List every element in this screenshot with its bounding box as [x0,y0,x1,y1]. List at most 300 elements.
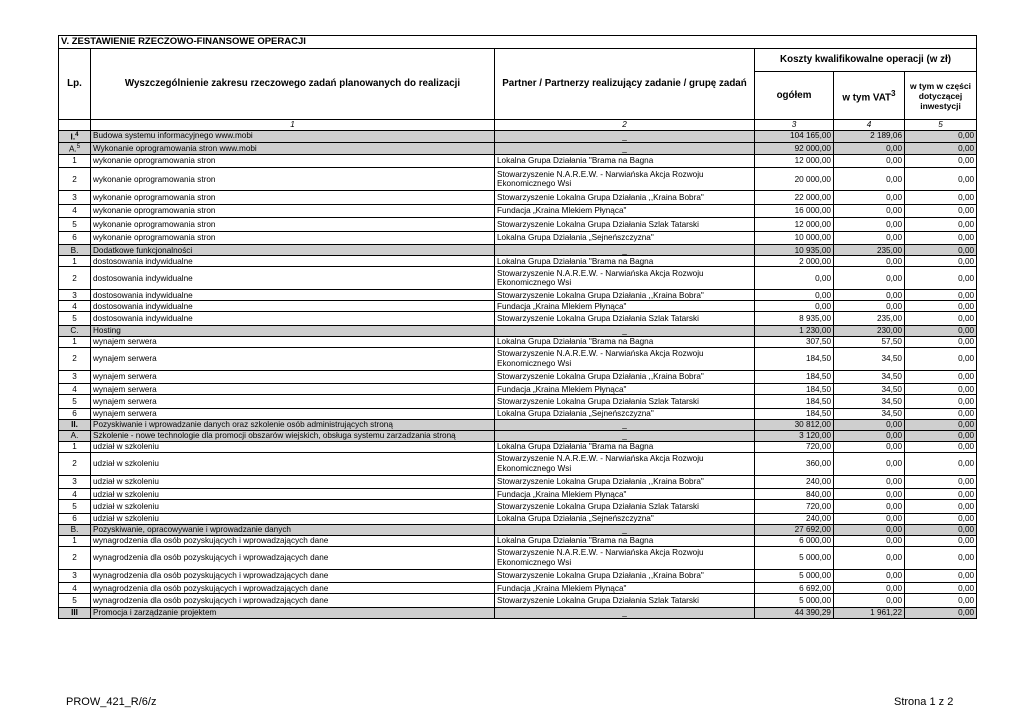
cell-description: udział w szkoleniu [91,441,495,452]
cell-vat: 0,00 [834,441,905,452]
cell-partner: _ [495,607,755,618]
cell-description: Pozyskiwanie i wprowadzanie danych oraz szkolenie osób administrujących stroną [91,419,495,430]
form-code: PROW_421_R/6/z [66,696,157,708]
col-number-5: 4 [834,120,905,131]
header-lp: Lp. [59,49,91,120]
group-row [59,130,977,142]
cell-lp-text: 1 [72,442,77,452]
cell-lp [59,336,91,347]
cell-total: 16 000,00 [755,204,834,218]
group-row [59,524,977,535]
cell-investment: 0,00 [905,583,977,594]
cell-total: 3 120,00 [755,430,834,441]
cell-lp [59,594,91,608]
cell-vat: 34,50 [834,370,905,384]
cell-partner: Stowarzyszenie Lokalna Grupa Działania ,,Kraina Bobra" [495,370,755,384]
cell-lp-text: 3 [72,290,77,300]
cell-lp [59,524,91,535]
group-row [59,430,977,441]
cell-vat: 2 189,06 [834,130,905,142]
cell-partner: Fundacja „Kraina Mlekiem Płynąca" [495,384,755,395]
cell-vat: 0,00 [834,168,905,191]
cell-description: wynajem serwera [91,395,495,409]
cell-lp [59,191,91,205]
financial-table [58,35,977,619]
table-row [59,191,977,205]
cell-partner: Fundacja „Kraina Mlekiem Płynąca" [495,301,755,312]
cell-lp-text: 5 [72,313,77,323]
cell-description: dostosowania indywidualne [91,256,495,267]
cell-total: 184,50 [755,370,834,384]
table-row [59,395,977,409]
cell-description: dostosowania indywidualne [91,312,495,326]
cell-total: 10 000,00 [755,231,834,245]
cell-description: wykonanie oprogramowania stron [91,218,495,232]
table-row [59,384,977,395]
table-row [59,513,977,524]
cell-lp [59,347,91,370]
cell-lp-text: I. [70,132,76,142]
cell-lp [59,231,91,245]
cell-lp-text: 2 [72,174,77,184]
cell-description: Pozyskiwanie, opracowywanie i wprowadzanie danych [91,524,495,535]
cell-lp-text: 4 [72,489,77,499]
group-row [59,325,977,336]
cell-partner: Stowarzyszenie Lokalna Grupa Działania ,,Kraina Bobra" [495,290,755,301]
cell-vat: 0,00 [834,569,905,583]
cell-investment: 0,00 [905,500,977,514]
col-number-4: 3 [755,120,834,131]
cell-lp [59,142,91,154]
cell-lp-text: 2 [72,354,77,364]
cell-investment: 0,00 [905,594,977,608]
cell-lp [59,513,91,524]
group-row [59,419,977,430]
cell-lp [59,441,91,452]
cell-description: wynagrodzenia dla osób pozyskujących i wprowadzających dane [91,583,495,594]
cell-investment: 0,00 [905,430,977,441]
table-row [59,301,977,312]
cell-lp-text: A. [68,144,77,154]
cell-vat: 0,00 [834,218,905,232]
cell-description: udział w szkoleniu [91,475,495,489]
cell-investment: 0,00 [905,267,977,290]
cell-investment: 0,00 [905,535,977,546]
cell-total: 720,00 [755,441,834,452]
cell-description: wynajem serwera [91,408,495,419]
table-row [59,218,977,232]
header-costs: Koszty kwalifikowalne operacji (w zł) [755,49,977,72]
cell-partner: Lokalna Grupa Działania „Sejneńszczyzna" [495,513,755,524]
cell-total: 30 812,00 [755,419,834,430]
table-row [59,267,977,290]
cell-vat: 34,50 [834,384,905,395]
cell-investment: 0,00 [905,408,977,419]
cell-lp-text: 1 [72,337,77,347]
header-partner: Partner / Partnerzy realizujący zadanie / grupę zadań [495,49,755,120]
cell-lp-text: 6 [72,233,77,243]
cell-investment: 0,00 [905,441,977,452]
cell-investment: 0,00 [905,489,977,500]
cell-investment: 0,00 [905,524,977,535]
cell-total: 0,00 [755,267,834,290]
cell-total: 2 000,00 [755,256,834,267]
cell-lp-text: 1 [72,256,77,266]
cell-lp [59,301,91,312]
cell-total: 0,00 [755,290,834,301]
table-row [59,256,977,267]
cell-partner: Fundacja „Kraina Mlekiem Płynąca" [495,489,755,500]
cell-vat: 0,00 [834,430,905,441]
cell-lp [59,395,91,409]
cell-total: 307,50 [755,336,834,347]
cell-total: 360,00 [755,452,834,475]
cell-lp-text: 1 [72,536,77,546]
table-row [59,535,977,546]
cell-partner: Stowarzyszenie Lokalna Grupa Działania Szlak Tatarski [495,312,755,326]
cell-lp-text: 2 [72,553,77,563]
cell-description: dostosowania indywidualne [91,301,495,312]
table-row [59,583,977,594]
cell-description: wykonanie oprogramowania stron [91,204,495,218]
col-number-2: 1 [91,120,495,131]
cell-investment: 0,00 [905,204,977,218]
cell-description: wynajem serwera [91,370,495,384]
cell-total: 720,00 [755,500,834,514]
cell-investment: 0,00 [905,154,977,168]
page-number: Strona 1 z 2 [894,696,954,708]
cell-partner: _ [495,142,755,154]
cell-vat: 0,00 [834,231,905,245]
cell-investment: 0,00 [905,191,977,205]
cell-partner: Stowarzyszenie N.A.R.E.W. - Narwiańska Akcja Rozwoju Ekonomicznego Wsi [495,452,755,475]
cell-investment: 0,00 [905,452,977,475]
cell-description: wykonanie oprogramowania stron [91,168,495,191]
cell-vat: 0,00 [834,154,905,168]
table-row [59,475,977,489]
cell-lp-text: 4 [72,583,77,593]
cell-partner: _ [495,245,755,256]
cell-vat: 0,00 [834,290,905,301]
cell-total: 8 935,00 [755,312,834,326]
cell-total: 5 000,00 [755,569,834,583]
cell-investment: 0,00 [905,336,977,347]
cell-description: Hosting [91,325,495,336]
cell-total: 5 000,00 [755,594,834,608]
cell-lp [59,607,91,618]
cell-total: 92 000,00 [755,142,834,154]
cell-total: 5 000,00 [755,546,834,569]
cell-vat: 0,00 [834,452,905,475]
cell-description: udział w szkoleniu [91,500,495,514]
col-number-1 [59,120,91,131]
table-row [59,154,977,168]
section-title: V. ZESTAWIENIE RZECZOWO-FINANSOWE OPERACJI [59,36,977,49]
cell-partner: _ [495,419,755,430]
cell-description: udział w szkoleniu [91,489,495,500]
cell-lp-text: 5 [72,595,77,605]
table-row [59,408,977,419]
cell-description: Szkolenie - nowe technologie dla promocji obszarów wiejskich, obsługa systemu zarzadzania stroną [91,430,495,441]
cell-vat: 0,00 [834,535,905,546]
cell-lp-text: 6 [72,409,77,419]
table-row [59,204,977,218]
cell-description: wynagrodzenia dla osób pozyskujących i wprowadzających dane [91,569,495,583]
cell-lp [59,370,91,384]
cell-lp [59,168,91,191]
cell-vat: 0,00 [834,489,905,500]
cell-investment: 0,00 [905,569,977,583]
cell-investment: 0,00 [905,395,977,409]
cell-lp-superscript: 4 [75,131,79,138]
cell-partner: Lokalna Grupa Działania "Brama na Bagna [495,154,755,168]
cell-lp [59,130,91,142]
cell-investment: 0,00 [905,245,977,256]
cell-vat: 230,00 [834,325,905,336]
table-row [59,500,977,514]
header-vat-superscript: 3 [891,88,896,98]
cell-lp-text: 4 [72,301,77,311]
table-row [59,336,977,347]
cell-partner: Stowarzyszenie Lokalna Grupa Działania ,,Kraina Bobra" [495,191,755,205]
table-row [59,569,977,583]
cell-total: 1 230,00 [755,325,834,336]
col-number-3: 2 [495,120,755,131]
cell-vat: 0,00 [834,301,905,312]
cell-investment: 0,00 [905,347,977,370]
header-total: ogółem [755,72,834,120]
group-row [59,607,977,618]
group-row [59,142,977,154]
cell-lp [59,267,91,290]
cell-investment: 0,00 [905,290,977,301]
cell-description: wynagrodzenia dla osób pozyskujących i wprowadzających dane [91,535,495,546]
cell-vat: 0,00 [834,500,905,514]
cell-lp [59,583,91,594]
cell-vat: 0,00 [834,204,905,218]
cell-description: udział w szkoleniu [91,452,495,475]
cell-description: udział w szkoleniu [91,513,495,524]
cell-lp [59,325,91,336]
cell-investment: 0,00 [905,218,977,232]
cell-partner: _ [495,130,755,142]
cell-description: wykonanie oprogramowania stron [91,231,495,245]
cell-lp-text: 1 [72,156,77,166]
cell-description: wynagrodzenia dla osób pozyskujących i wprowadzających dane [91,546,495,569]
cell-vat: 0,00 [834,142,905,154]
cell-description: wykonanie oprogramowania stron [91,191,495,205]
cell-vat: 0,00 [834,191,905,205]
cell-investment: 0,00 [905,513,977,524]
cell-lp-text: A. [70,431,79,441]
cell-vat: 235,00 [834,245,905,256]
cell-partner: _ [495,325,755,336]
table-row [59,312,977,326]
cell-lp [59,290,91,301]
cell-lp-text: 4 [72,206,77,216]
cell-lp-superscript: 5 [76,143,81,150]
cell-lp [59,430,91,441]
group-row [59,245,977,256]
cell-total: 6 692,00 [755,583,834,594]
table-row [59,546,977,569]
cell-lp-text: III [71,608,78,618]
cell-total: 27 692,00 [755,524,834,535]
cell-partner: Fundacja „Kraina Mlekiem Płynąca" [495,204,755,218]
cell-investment: 0,00 [905,325,977,336]
cell-partner: Stowarzyszenie Lokalna Grupa Działania Szlak Tatarski [495,500,755,514]
table-row [59,441,977,452]
cell-description: wynajem serwera [91,347,495,370]
table-row [59,290,977,301]
cell-lp [59,154,91,168]
cell-total: 22 000,00 [755,191,834,205]
cell-description: wynajem serwera [91,384,495,395]
cell-lp-text: 5 [72,501,77,511]
cell-investment: 0,00 [905,168,977,191]
cell-description: Budowa systemu informacyjnego www.mobi [91,130,495,142]
cell-total: 20 000,00 [755,168,834,191]
cell-partner: Stowarzyszenie N.A.R.E.W. - Narwiańska Akcja Rozwoju Ekonomicznego Wsi [495,267,755,290]
cell-partner: Stowarzyszenie N.A.R.E.W. - Narwiańska Akcja Rozwoju Ekonomicznego Wsi [495,347,755,370]
cell-investment: 0,00 [905,546,977,569]
cell-vat: 0,00 [834,513,905,524]
header-vat [834,72,905,120]
cell-lp-text: 4 [72,384,77,394]
cell-description: Promocja i zarządzanie projektem [91,607,495,618]
cell-vat: 34,50 [834,408,905,419]
cell-investment: 0,00 [905,419,977,430]
cell-lp [59,569,91,583]
cell-investment: 0,00 [905,475,977,489]
cell-partner: Fundacja „Kraina Mlekiem Płynąca" [495,583,755,594]
header-scope: Wyszczególnienie zakresu rzeczowego zadań planowanych do realizacji [91,49,495,120]
cell-partner: _ [495,430,755,441]
cell-description: wykonanie oprogramowania stron [91,154,495,168]
cell-lp [59,546,91,569]
cell-total: 184,50 [755,395,834,409]
cell-partner: Stowarzyszenie Lokalna Grupa Działania ,,Kraina Bobra" [495,475,755,489]
cell-total: 184,50 [755,384,834,395]
cell-investment: 0,00 [905,312,977,326]
cell-lp [59,535,91,546]
cell-vat: 0,00 [834,256,905,267]
cell-investment: 0,00 [905,301,977,312]
cell-lp [59,384,91,395]
cell-lp-text: 6 [72,514,77,524]
cell-total: 240,00 [755,513,834,524]
cell-partner: Lokalna Grupa Działania "Brama na Bagna [495,535,755,546]
cell-partner: Lokalna Grupa Działania "Brama na Bagna [495,256,755,267]
cell-lp [59,218,91,232]
cell-total: 12 000,00 [755,154,834,168]
table-row [59,452,977,475]
cell-investment: 0,00 [905,256,977,267]
cell-description: Dodatkowe funkcjonalności [91,245,495,256]
cell-lp-text: 2 [72,273,77,283]
cell-partner: Stowarzyszenie Lokalna Grupa Działania Szlak Tatarski [495,594,755,608]
cell-total: 184,50 [755,408,834,419]
cell-partner: Stowarzyszenie Lokalna Grupa Działania Szlak Tatarski [495,218,755,232]
cell-total: 6 000,00 [755,535,834,546]
cell-vat: 0,00 [834,475,905,489]
cell-lp-text: 5 [72,396,77,406]
table-row [59,231,977,245]
table-row [59,168,977,191]
cell-vat: 0,00 [834,583,905,594]
col-number-6: 5 [905,120,977,131]
cell-partner: _ [495,524,755,535]
cell-total: 840,00 [755,489,834,500]
cell-lp [59,489,91,500]
cell-lp-text: II. [71,420,78,430]
cell-vat: 34,50 [834,395,905,409]
table-row [59,347,977,370]
cell-lp-text: 5 [72,219,77,229]
cell-lp [59,204,91,218]
cell-lp-text: 3 [72,571,77,581]
cell-total: 10 935,00 [755,245,834,256]
cell-partner: Lokalna Grupa Działania „Sejneńszczyzna" [495,408,755,419]
cell-lp [59,475,91,489]
cell-vat: 0,00 [834,267,905,290]
cell-investment: 0,00 [905,607,977,618]
cell-lp-text: B. [70,525,79,535]
cell-total: 240,00 [755,475,834,489]
cell-lp [59,312,91,326]
cell-investment: 0,00 [905,370,977,384]
cell-vat: 1 961,22 [834,607,905,618]
cell-description: dostosowania indywidualne [91,267,495,290]
cell-vat: 0,00 [834,524,905,535]
cell-lp [59,419,91,430]
cell-total: 184,50 [755,347,834,370]
cell-investment: 0,00 [905,384,977,395]
cell-vat: 57,50 [834,336,905,347]
cell-description: Wykonanie oprogramowania stron www.mobi [91,142,495,154]
financial-summary-sheet [58,35,976,619]
cell-lp [59,452,91,475]
header-vat-label: w tym VAT [842,91,892,103]
cell-partner: Stowarzyszenie Lokalna Grupa Działania Szlak Tatarski [495,395,755,409]
table-row [59,370,977,384]
cell-partner: Stowarzyszenie Lokalna Grupa Działania ,,Kraina Bobra" [495,569,755,583]
cell-lp-text: 3 [72,192,77,202]
cell-lp-text: C. [70,326,79,336]
cell-vat: 0,00 [834,594,905,608]
cell-description: wynagrodzenia dla osób pozyskujących i wprowadzających dane [91,594,495,608]
cell-partner: Lokalna Grupa Działania "Brama na Bagna [495,441,755,452]
cell-total: 12 000,00 [755,218,834,232]
cell-vat: 34,50 [834,347,905,370]
cell-vat: 235,00 [834,312,905,326]
cell-total: 104 165,00 [755,130,834,142]
cell-investment: 0,00 [905,142,977,154]
cell-lp [59,245,91,256]
cell-partner: Lokalna Grupa Działania "Brama na Bagna [495,336,755,347]
cell-investment: 0,00 [905,130,977,142]
cell-lp-text: 2 [72,459,77,469]
cell-partner: Stowarzyszenie N.A.R.E.W. - Narwiańska Akcja Rozwoju Ekonomicznego Wsi [495,546,755,569]
table-row [59,489,977,500]
cell-description: wynajem serwera [91,336,495,347]
cell-lp [59,408,91,419]
cell-lp [59,500,91,514]
cell-investment: 0,00 [905,231,977,245]
cell-lp-text: 3 [72,477,77,487]
cell-total: 0,00 [755,301,834,312]
cell-partner: Stowarzyszenie N.A.R.E.W. - Narwiańska Akcja Rozwoju Ekonomicznego Wsi [495,168,755,191]
